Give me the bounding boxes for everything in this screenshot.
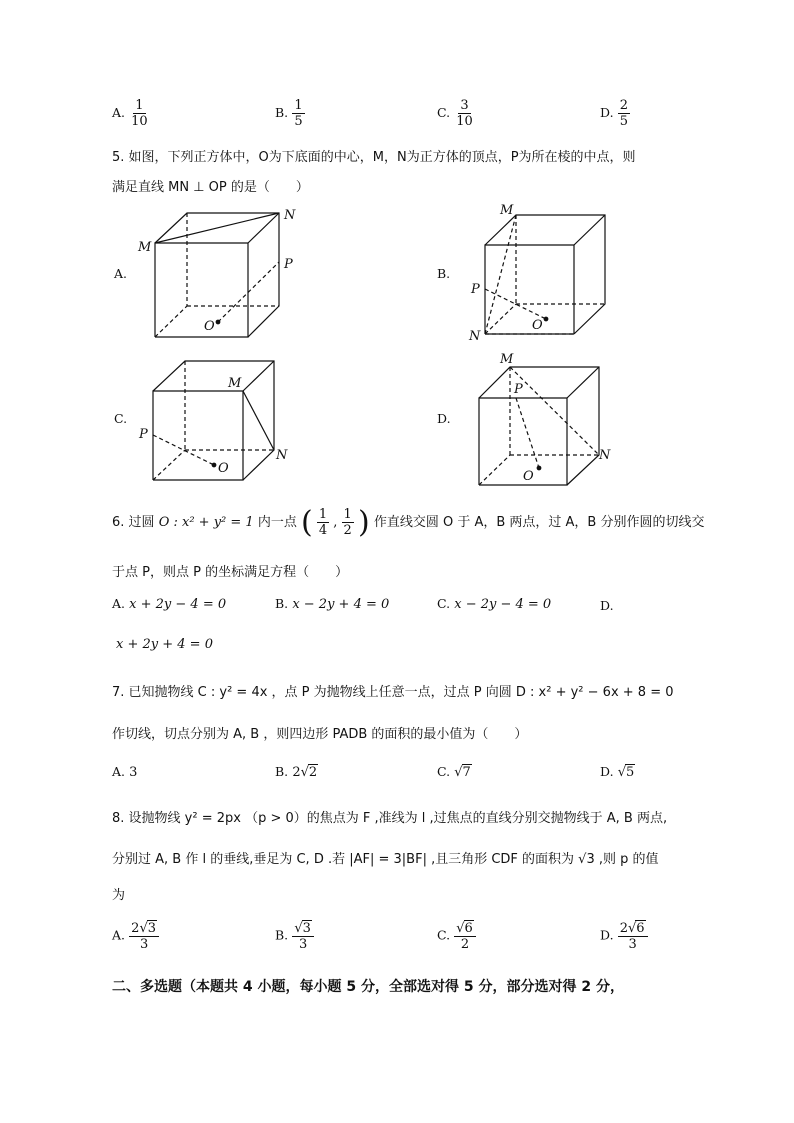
q7-option-a: A. 3 [112,764,138,780]
q7-option-d: D. √5 [600,764,635,780]
cube-c-o: O [218,461,229,476]
q8-line3: 为 [112,888,126,903]
q5-option-c-label: C. [114,411,128,426]
q8-option-d: D. $\frac{2√6}{3}$ [600,920,648,952]
q6-option-d: D. [600,598,614,613]
q8-line1: 8. 设抛物线 y² = 2px （p > 0）的焦点为 F ,准线为 l ,过焦点的直线分别交抛物线于 A, B 两点, [112,811,668,826]
q5-line2: 满足直线 MN ⊥ OP 的是（ ） [112,180,309,195]
cube-d [479,367,599,485]
section-2-heading: 二、多选题（本题共 4 小题，每小题 5 分，全部选对得 5 分，部分选对得 2 分， [112,979,624,995]
cube-b-p: P [471,282,480,297]
cube-c-p: P [139,427,148,442]
cube-a-n: N [284,208,296,223]
fraction: $\frac{2√6}{3}$ [618,920,648,952]
cube-a [155,213,279,337]
fraction: $\frac{1}{5}$ [294,98,303,129]
q8-option-a: A. $\frac{2√3}{3}$ [112,920,159,952]
cube-a-o: O [204,319,215,334]
q8-line2: 分别过 A, B 作 l 的垂线,垂足为 C, D .若 |AF| = 3|BF| ,且三角形 CDF 的面积为 √3 ,则 p 的值 [112,852,659,867]
cube-b [485,215,605,334]
cube-d-o: O [523,469,534,484]
q5-option-d-label: D. [437,411,451,426]
q4-option-c: C. $\frac{3}{10}$ [437,98,473,129]
q7-line2: 作切线，切点分别为 A, B ，则四边形 PADB 的面积的最小值为（ ） [112,727,528,742]
q7-option-c: C. √7 [437,764,471,780]
fraction: $\frac{2√3}{3}$ [129,920,159,952]
cube-d-n: N [599,448,611,463]
q6-option-b: B. x − 2y + 4 = 0 [275,596,390,612]
fraction: $\frac{3}{10}$ [456,98,473,129]
fraction: $\frac{2}{5}$ [619,98,628,129]
q6-line1: 6. 过圆 O : x² + y² = 1 内一点 ( $\frac{1}{4}$ , $\frac{1}{2}$ ) 作直线交圆 O 于 A，B 两点，过 A，B 分别作圆的切线交 [112,505,705,540]
q6-option-c: C. x − 2y − 4 = 0 [437,596,552,612]
q8-option-c: C. $\frac{√6}{2}$ [437,920,476,952]
q4-option-d: D. $\frac{2}{5}$ [600,98,628,129]
q6-option-d-text: x + 2y + 4 = 0 [116,637,213,652]
fraction: $\frac{1}{10}$ [131,98,148,129]
point-x-fraction: $\frac{1}{4}$ [318,507,328,538]
q6-option-a: A. x + 2y − 4 = 0 [112,596,227,612]
cube-c [153,361,274,480]
cube-d-m: M [500,352,514,367]
q8-option-b: B. $\frac{√3}{3}$ [275,920,314,952]
cube-b-n: N [469,329,481,344]
q4-option-b: B. $\frac{1}{5}$ [275,98,303,129]
fraction: $\frac{√3}{3}$ [292,920,314,952]
q5-option-a-label: A. [114,266,128,281]
q5-cube-figures [0,0,794,500]
cube-c-m: M [228,376,242,391]
q6-line2: 于点 P，则点 P 的坐标满足方程（ ） [112,565,349,580]
cube-a-m: M [138,240,152,255]
fraction: $\frac{√6}{2}$ [454,920,476,952]
cube-c-n: N [276,448,288,463]
q4-option-a: A. $\frac{1}{10}$ [112,98,148,129]
cube-b-m: M [500,203,514,218]
cube-d-p: P [514,382,523,397]
q7-option-b: B. 2√2 [275,764,318,780]
cube-b-o: O [532,318,543,333]
q5-option-b-label: B. [437,266,451,281]
point-y-fraction: $\frac{1}{2}$ [343,507,352,538]
cube-a-p: P [284,257,293,272]
q5-line1: 5. 如图，下列正方体中，O为下底面的中心，M，N为正方体的顶点，P为所在棱的中点，则 [112,150,636,165]
q7-line1: 7. 已知抛物线 C : y² = 4x ，点 P 为抛物线上任意一点，过点 P 向圆 D : x² + y² − 6x + 8 = 0 [112,685,674,700]
